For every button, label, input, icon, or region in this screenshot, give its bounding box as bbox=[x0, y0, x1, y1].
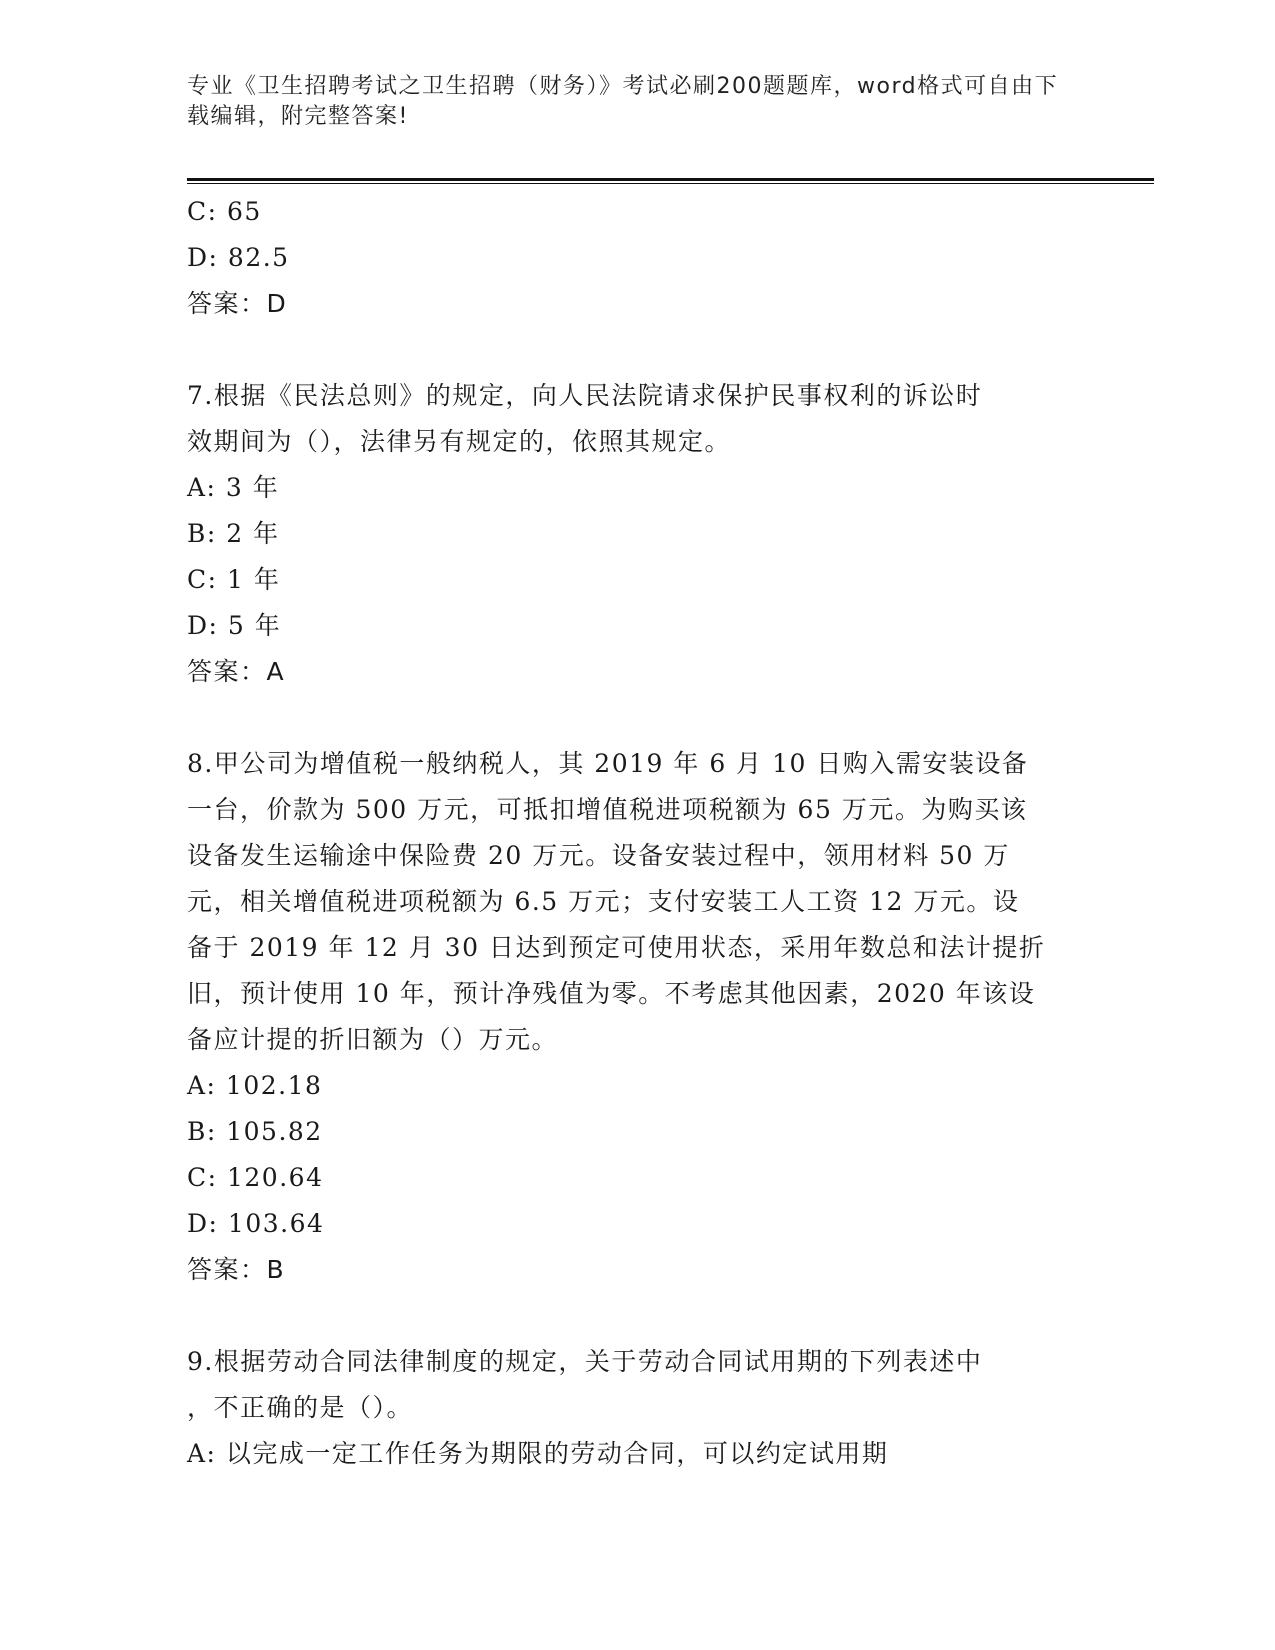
question-8-option-d: D: 103.64 bbox=[187, 1209, 325, 1238]
question-9-text-line-2: ，不正确的是（）。 bbox=[187, 1393, 414, 1422]
question-8-text-line-5: 备于 2019 年 12 月 30 日达到预定可使用状态，采用年数总和法计提折 bbox=[187, 933, 1046, 962]
question-7-option-a: A: 3 年 bbox=[187, 473, 280, 502]
question-7-answer: 答案：A bbox=[187, 657, 286, 686]
question-content bbox=[187, 189, 1087, 1477]
question-8-text-line-2: 一台，价款为 500 万元，可抵扣增值税进项税额为 65 万元。为购买该 bbox=[187, 795, 1028, 824]
answer-line: 答案：D bbox=[187, 289, 288, 318]
question-9-text-line-1: 9.根据劳动合同法律制度的规定，关于劳动合同试用期的下列表述中 bbox=[187, 1347, 983, 1376]
question-8-text-line-6: 旧，预计使用 10 年，预计净残值为零。不考虑其他因素，2020 年该设 bbox=[187, 979, 1036, 1008]
spacer bbox=[187, 1293, 1087, 1339]
question-7-text-line-2: 效期间为（），法律另有规定的，依照其规定。 bbox=[187, 427, 732, 456]
option-d: D: 82.5 bbox=[187, 243, 290, 272]
question-8-text-line-7: 备应计提的折旧额为（）万元。 bbox=[187, 1025, 559, 1054]
question-8-text-line-4: 元，相关增值税进项税额为 6.5 万元；支付安装工人工资 12 万元。设 bbox=[187, 887, 1020, 916]
question-9-option-a: A: 以完成一定工作任务为期限的劳动合同，可以约定试用期 bbox=[187, 1439, 889, 1468]
question-8-text-line-3: 设备发生运输途中保险费 20 万元。设备安装过程中，领用材料 50 万 bbox=[187, 841, 1010, 870]
question-7-option-c: C: 1 年 bbox=[187, 565, 281, 594]
question-8-text-line-1: 8.甲公司为增值税一般纳税人，其 2019 年 6 月 10 日购入需安装设备 bbox=[187, 749, 1029, 778]
question-8-option-c: C: 120.64 bbox=[187, 1163, 324, 1192]
question-8-answer: 答案：B bbox=[187, 1255, 286, 1284]
question-8-option-a: A: 102.18 bbox=[187, 1071, 323, 1100]
question-8-option-b: B: 105.82 bbox=[187, 1117, 323, 1146]
option-c: C: 65 bbox=[187, 197, 262, 226]
spacer bbox=[187, 695, 1087, 741]
header-divider-thick bbox=[187, 178, 1154, 181]
question-7-text-line-1: 7.根据《民法总则》的规定，向人民法院请求保护民事权利的诉讼时 bbox=[187, 381, 983, 410]
question-7-option-d: D: 5 年 bbox=[187, 611, 282, 640]
question-7-option-b: B: 2 年 bbox=[187, 519, 280, 548]
spacer bbox=[187, 327, 1087, 373]
document-header-title: 专业《卫生招聘考试之卫生招聘（财务）》考试必刷200题题库，word格式可自由下载编辑，附完整答案! bbox=[187, 74, 1059, 129]
header-divider-thin bbox=[187, 183, 1154, 184]
